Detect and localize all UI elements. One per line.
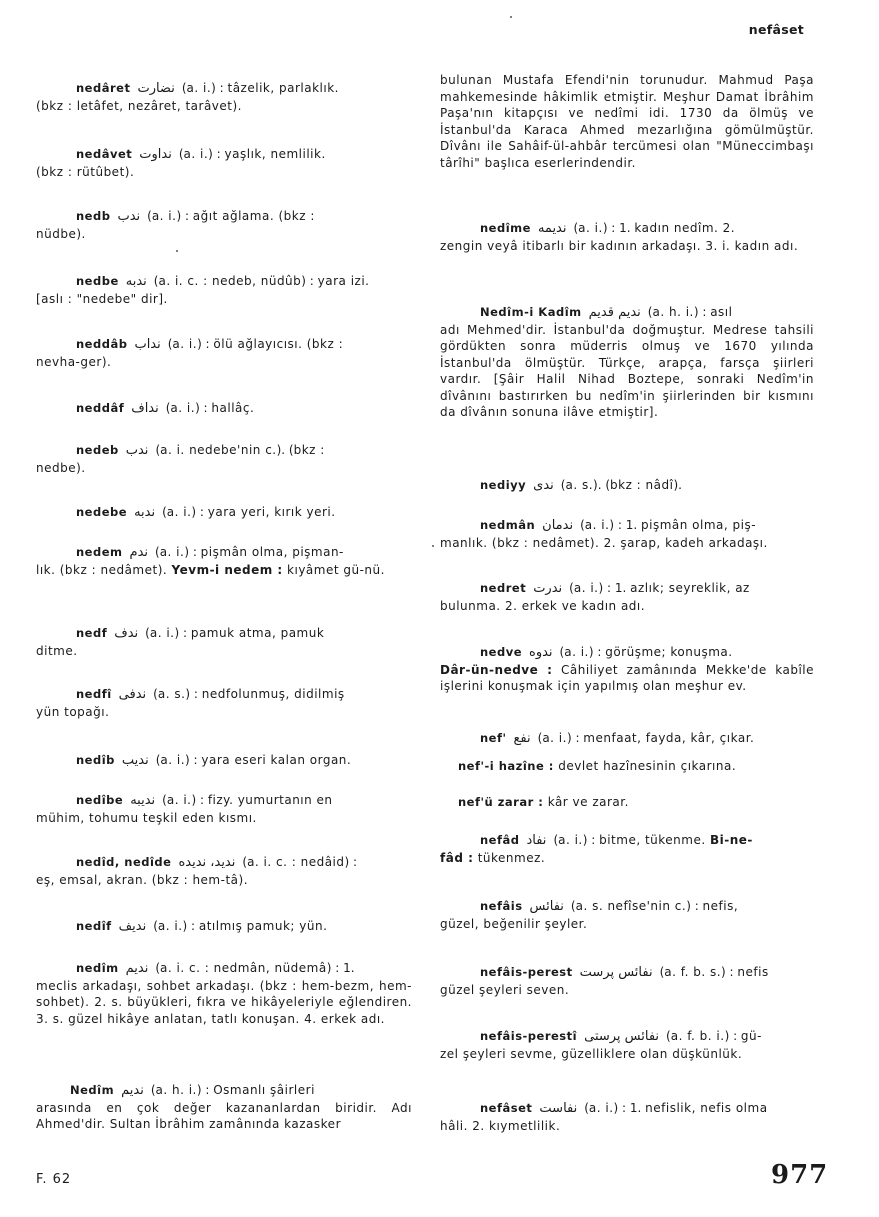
arabic-script: نفائس [529, 899, 564, 914]
headword: nedve [480, 645, 523, 659]
definition-text: güzel şeyleri seven. [440, 982, 570, 997]
print-speck [510, 16, 512, 18]
definition-lead: (a. i.) : pişmân olma, pişman- [155, 545, 344, 559]
arabic-script: نفاد [526, 833, 547, 848]
definition-text: nedbe). [36, 460, 86, 475]
arabic-script: ندب [125, 443, 149, 458]
entry-continuation [440, 72, 814, 171]
arabic-script: ندوه [529, 645, 553, 660]
definition-text: eş, emsal, akran. (bkz : hem-tâ). [36, 872, 249, 887]
headword: nedîd, nedîde [76, 855, 172, 869]
arabic-script: ندفى [118, 687, 147, 702]
subentry-term: nef'-i hazîne : [458, 759, 554, 773]
definition-lead: (a. i.) : 1. pişmân olma, piş- [580, 518, 757, 532]
definition-lead: (a. i.) : bitme, tükenme. [553, 833, 710, 847]
dictionary-entry [440, 304, 814, 421]
dictionary-entry [440, 644, 814, 695]
dictionary-entry [36, 336, 412, 370]
definition-lead: (a. i. c. : nedmân, nüdemâ) : 1. [155, 961, 355, 975]
dictionary-entry [36, 442, 412, 476]
dictionary-entry [440, 832, 814, 866]
definition-lead: (a. h. i.) : Osmanlı şâirleri [150, 1083, 315, 1097]
dictionary-entry [36, 854, 412, 888]
definition-text: tükenmez. [473, 850, 546, 865]
headword: nedb [76, 209, 111, 223]
arabic-script: نديمه [537, 221, 567, 236]
headword: neddâf [76, 401, 125, 415]
definition-lead: (a. i. nedebe'nin c.). (bkz : [155, 443, 325, 457]
dictionary-entry [36, 400, 412, 418]
dictionary-entry [440, 517, 814, 551]
guide-word: nefâset [748, 22, 804, 37]
dictionary-entry [36, 686, 412, 720]
print-speck [432, 545, 434, 547]
definition-text: nevha-ger). [36, 354, 112, 369]
arabic-script: نداف [131, 401, 159, 416]
definition-lead: (a. i.) : menfaat, fayda, kâr, çıkar. [537, 731, 755, 745]
definition-text: manlık. (bkz : nedâmet). 2. şarap, kadeh arkadaşı. [440, 535, 768, 550]
arabic-script: نفائس پرست [579, 965, 653, 980]
headword: nef' [480, 731, 507, 745]
headword: nedîb [76, 753, 115, 767]
arabic-script: نديف [118, 919, 147, 934]
headword: nedâret [76, 81, 131, 95]
arabic-script: نفائس پرستى [584, 1029, 660, 1044]
definition-text: bulunma. 2. erkek ve kadın adı. [440, 598, 646, 613]
headword: nefâis [480, 899, 523, 913]
definition-lead: (a. i.) : hallâç. [165, 401, 255, 415]
definition-text: (bkz : rütûbet). [36, 164, 135, 179]
subentry-term: Yevm-i nedem : [171, 562, 283, 577]
definition-lead: (a. s.). (bkz : nâdî). [560, 478, 682, 492]
headword: nedîme [480, 221, 531, 235]
subentry-term: Dâr-ün-nedve : [440, 662, 553, 677]
definition-lead: (a. f. b. s.) : nefis [659, 965, 769, 979]
arabic-script: نضارت [137, 81, 175, 96]
headword: nedem [76, 545, 123, 559]
definition-lead: (a. s.) : nedfolunmuş, didilmiş [153, 687, 345, 701]
headword: nediyy [480, 478, 527, 492]
definition-text: nüdbe). [36, 226, 86, 241]
dictionary-entry [440, 580, 814, 614]
dictionary-entry [440, 220, 814, 254]
dictionary-entry [440, 477, 814, 495]
definition-lead: (a. i. c. : nedeb, nüdûb) : yara izi. [153, 274, 370, 288]
headword: nedîbe [76, 793, 124, 807]
arabic-script: نديم قديم [588, 305, 641, 320]
headword: nedbe [76, 274, 119, 288]
definition-text: hâli. 2. kıymetlilik. [440, 1118, 561, 1133]
headword: nedmân [480, 518, 536, 532]
definition-text: adı Mehmed'dir. İstanbul'da doğmuştur. Medrese tahsili gördükten sonra müderris olmuş ve 1670 yılında İstanbul'da ölmüştür. Türkçe, arapça, farsça şiirleri vardır. [Şâir Halil Nihad Boztepe, sonraki Nedîm'in dîvânını bastırırken bu nedîm'in şiirlerinden bir kısmını da dîvânın sonuna ilâve etmiştir]. [440, 322, 814, 419]
definition-lead: (a. i.) : fizy. yumurtanın en [162, 793, 333, 807]
subentry-term: Bi-ne- [709, 833, 753, 847]
dictionary-entry [36, 625, 412, 659]
subentry [440, 758, 814, 775]
definition-text: [aslı : "nedebe" dir]. [36, 291, 168, 306]
headword: nedeb [76, 443, 119, 457]
headword: nedf [76, 626, 108, 640]
definition-lead: (a. i.) : 1. kadın nedîm. 2. [573, 221, 736, 235]
headword: nedîf [76, 919, 112, 933]
definition-lead: (a. i.) : pamuk atma, pamuk [145, 626, 325, 640]
headword: nedebe [76, 505, 128, 519]
dictionary-entry [36, 752, 412, 770]
arabic-script: نداب [134, 337, 161, 352]
definition-lead: (a. i.) : atılmış pamuk; yün. [153, 919, 328, 933]
definition-text: yün topağı. [36, 704, 110, 719]
headword: Nedîm [70, 1083, 115, 1097]
dictionary-entry [36, 504, 412, 522]
definition-text: güzel, beğenilir şeyler. [440, 916, 588, 931]
arabic-script: نداوت [139, 147, 172, 162]
arabic-script: ندى [533, 478, 554, 493]
arabic-script: ندبه [125, 274, 147, 289]
definition-text: lık. (bkz : nedâmet). [36, 562, 172, 577]
definition-text: zel şeyleri sevme, güzelliklere olan düşkünlük. [440, 1046, 743, 1061]
subentry-definition: kıyâmet gü-nü. [282, 562, 385, 577]
headword: Nedîm-i Kadîm [480, 305, 582, 319]
headword: nefâis-perestî [480, 1029, 578, 1043]
arabic-script: نديم [121, 1083, 144, 1098]
page-number: 977 [771, 1160, 829, 1190]
headword: nefâis-perest [480, 965, 573, 979]
definition-lead: (a. s. nefîse'nin c.) : nefis, [570, 899, 739, 913]
dictionary-entry [36, 273, 412, 307]
headword: nedfî [76, 687, 112, 701]
arabic-script: نديبه [130, 793, 156, 808]
subentry-term: fâd : [440, 850, 474, 865]
definition-lead: (a. i.) : ölü ağlayıcısı. (bkz : [167, 337, 344, 351]
headword: nefâset [480, 1101, 533, 1115]
sheet-signature: F. 62 [36, 1172, 72, 1187]
dictionary-entry [36, 208, 412, 242]
arabic-script: نديم [125, 961, 149, 976]
definition-lead: (a. i.) : 1. nefislik, nefis olma [584, 1101, 768, 1115]
dictionary-entry [36, 80, 412, 114]
headword: nedret [480, 581, 527, 595]
definition-text: bulunan Mustafa Efendi'nin torunudur. Mahmud Paşa mahkemesinde hâkimlik etmiştir. Meşhur Damat İbrâhim Paşa'nın kitapçısı ve nedîmi idi. 1730 da ölmüş ve İstanbul'da Karaca Ahmed mezarlığına gömülmüştür. Dîvânı ile Sahâif-ül-ahbâr tercümesi olan "Müneccimbaşı târîhi" başlıca eserlerindendir. [440, 73, 814, 170]
definition-text: arasında en çok değer kazananlardan biridir. Adı Ahmed'dir. Sultan İbrâhim zamânında kazasker [36, 1100, 412, 1131]
arabic-script: نفاست [539, 1101, 578, 1116]
headword: nedîm [76, 961, 119, 975]
definition-lead: (a. i.) : yaşlık, nemlilik. [178, 147, 326, 161]
arabic-script: ندبه [134, 505, 156, 520]
definition-text: zengin veyâ itibarlı bir kadının arkadaşı. 3. i. kadın adı. [440, 238, 799, 253]
definition-lead: (a. i.) : görüşme; konuşma. [559, 645, 733, 659]
arabic-script: ندرت [533, 581, 563, 596]
dictionary-entry [36, 960, 412, 1027]
definition-lead: (a. i.) : ağıt ağlama. (bkz : [147, 209, 315, 223]
dictionary-entry [440, 730, 814, 748]
dictionary-entry [36, 918, 412, 936]
definition-lead: (a. i. c. : nedâid) : [242, 855, 358, 869]
dictionary-entry [36, 146, 412, 180]
definition-lead: (a. i.) : yara eseri kalan organ. [155, 753, 352, 767]
arabic-script: ندف [114, 626, 139, 641]
definition-lead: (a. h. i.) : asıl [647, 305, 733, 319]
subentry [440, 794, 814, 811]
dictionary-entry [440, 1100, 814, 1134]
print-speck [176, 250, 178, 252]
subentry-definition: devlet hazînesinin çıkarına. [558, 759, 737, 773]
definition-lead: (a. f. b. i.) : gü- [666, 1029, 762, 1043]
dictionary-entry [36, 544, 412, 578]
dictionary-entry [440, 964, 814, 998]
definition-text: Câhiliyet zamânında Mekke'de kabîle işlerini konuşmak için yapılmış olan meşhur ev. [440, 662, 815, 693]
definition-text: (bkz : letâfet, nezâret, tarâvet). [36, 98, 242, 113]
arabic-script: ندمان [542, 518, 574, 533]
headword: nedâvet [76, 147, 133, 161]
headword: nefâd [480, 833, 520, 847]
subentry-term: nef'ü zarar : [458, 795, 544, 809]
headword: neddâb [76, 337, 128, 351]
arabic-script: نفع [513, 731, 531, 746]
arabic-script: نديد، نديده [178, 855, 236, 870]
definition-text: meclis arkadaşı, sohbet arkadaşı. (bkz : hem-bezm, hem-sohbet). 2. s. büyükleri, fıkra ve hikâyeleriyle eğlendiren. 3. s. güzel hikâye anlatan, tatlı konuşan. 4. erkek adı. [36, 978, 412, 1026]
definition-lead: (a. i.) : yara yeri, kırık yeri. [162, 505, 336, 519]
definition-text: ditme. [36, 643, 78, 658]
definition-text: mühim, tohumu teşkil eden kısmı. [36, 810, 257, 825]
definition-lead: (a. i.) : 1. azlık; seyreklik, az [569, 581, 750, 595]
arabic-script: نديب [121, 753, 149, 768]
arabic-script: ندم [129, 545, 149, 560]
subentry-definition: kâr ve zarar. [547, 795, 629, 809]
dictionary-entry [440, 898, 814, 932]
arabic-script: ندب [117, 209, 141, 224]
dictionary-entry [440, 1028, 814, 1062]
definition-lead: (a. i.) : tâzelik, parlaklık. [181, 81, 339, 95]
dictionary-entry [36, 792, 412, 826]
dictionary-entry [36, 1082, 412, 1133]
